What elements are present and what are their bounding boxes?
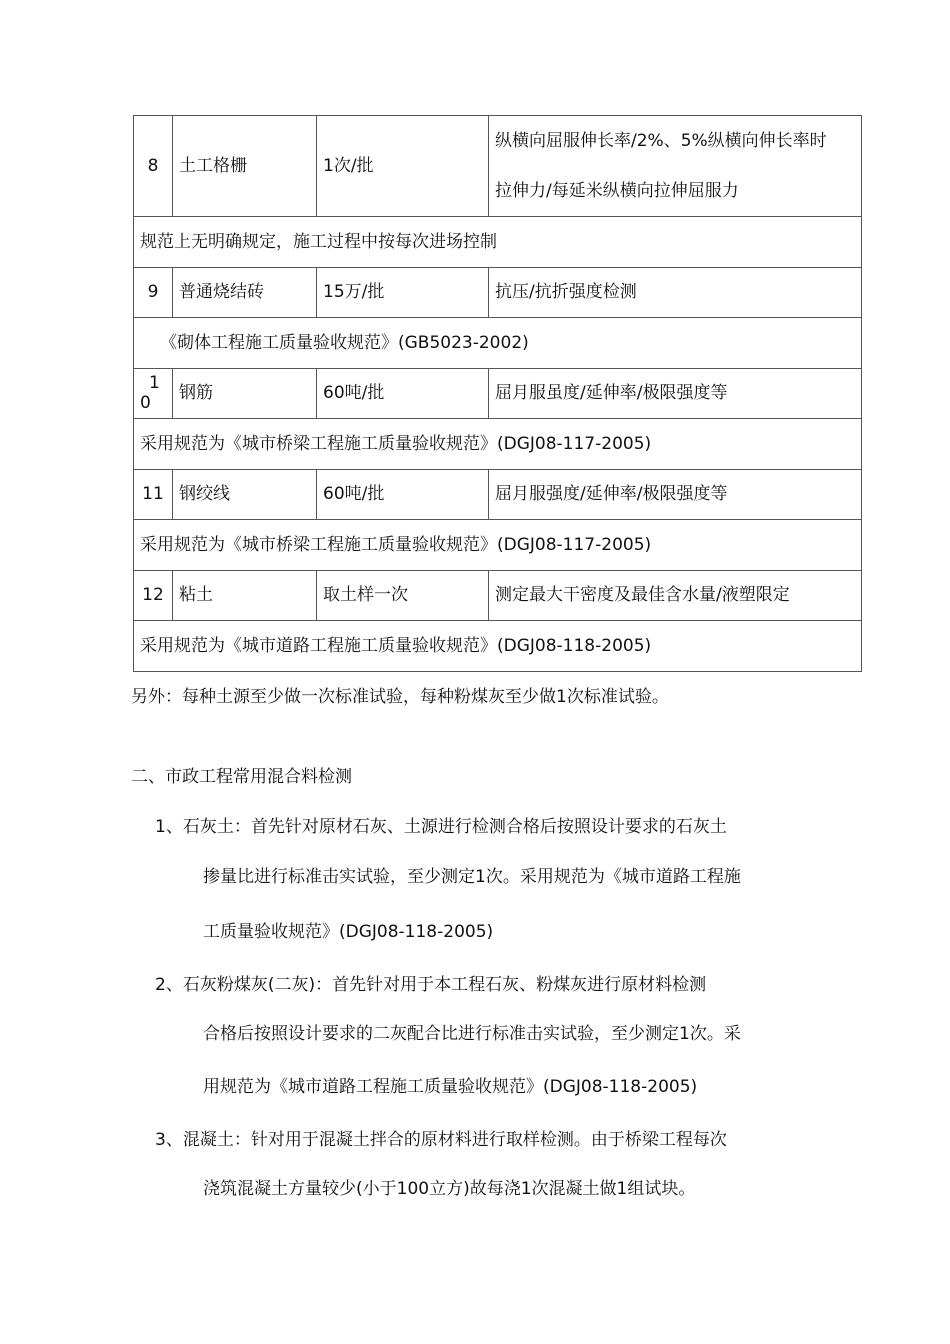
test-items: 屈月服虽度/延伸率/极限强度等: [489, 369, 862, 419]
sampling-frequency: 15万/批: [317, 268, 489, 318]
table-row: [134, 116, 862, 217]
table-note-row: [134, 520, 862, 571]
table-note-row: [134, 419, 862, 470]
table-row: [134, 369, 862, 419]
table-note-row: [134, 318, 862, 369]
material-name: 钢绞线: [173, 470, 317, 520]
list-item-line: 用规范为《城市道路工程施工质量验收规范》(DGJ08-118-2005): [203, 1077, 698, 1097]
spec-note: 采用规范为《城市桥梁工程施工质量验收规范》(DGJ08-117-2005): [134, 520, 862, 571]
test-items: 测定最大干密度及最佳含水量/液塑限定: [489, 571, 862, 621]
row-number: 12: [134, 571, 173, 621]
spec-note: 规范上无明确规定，施工过程中按每次进场控制: [134, 217, 862, 268]
table-note-row: [134, 217, 862, 268]
list-item-line: 掺量比进行标准击实试验，至少测定1次。采用规范为《城市道路工程施: [203, 867, 741, 887]
row-number: 9: [134, 268, 173, 318]
test-items: [489, 116, 862, 217]
test-items-line: 拉伸力/每延米纵横向拉伸屈服力: [495, 181, 739, 201]
material-name: 普通烧结砖: [173, 268, 317, 318]
test-items: 屈月服强度/延伸率/极限强度等: [489, 470, 862, 520]
list-item-line: 2、石灰粉煤灰(二灰)：首先针对用于本工程石灰、粉煤灰进行原材料检测: [155, 975, 707, 995]
table-row: [134, 268, 862, 318]
additional-note: 另外：每种土源至少做一次标准试验，每种粉煤灰至少做1次标准试验。: [131, 687, 669, 707]
spec-note: 《砌体工程施工质量验收规范》(GB5023-2002): [134, 318, 862, 369]
table-note-row: [134, 621, 862, 672]
test-items-line: 纵横向屈服伸长率/2%、5%纵横向伸长率时: [495, 131, 827, 151]
material-name: 钢筋: [173, 369, 317, 419]
table-row: [134, 571, 862, 621]
list-item-line: 浇筑混凝土方量较少(小于100立方)故每浇1次混凝土做1组试块。: [203, 1179, 696, 1199]
material-name: 粘土: [173, 571, 317, 621]
sampling-frequency: 60吨/批: [317, 470, 489, 520]
row-number-top: 1: [149, 372, 160, 393]
sampling-frequency: 60吨/批: [317, 369, 489, 419]
row-number: [134, 369, 173, 419]
spec-note: 采用规范为《城市桥梁工程施工质量验收规范》(DGJ08-117-2005): [134, 419, 862, 470]
table-row: [134, 470, 862, 520]
list-item-line: 1、石灰土：首先针对原材石灰、土源进行检测合格后按照设计要求的石灰土: [155, 817, 727, 837]
spec-note: 采用规范为《城市道路工程施工质量验收规范》(DGJ08-118-2005): [134, 621, 862, 672]
row-number: 8: [134, 116, 173, 217]
row-number: 11: [134, 470, 173, 520]
list-item-line: 合格后按照设计要求的二灰配合比进行标准击实试验，至少测定1次。采: [203, 1024, 741, 1044]
list-item-line: 3、混凝土：针对用于混凝土拌合的原材料进行取样检测。由于桥梁工程每次: [155, 1130, 727, 1150]
test-items: 抗压/抗折强度检测: [489, 268, 862, 318]
row-number-bottom: 0: [140, 392, 151, 413]
material-name: 土工格栅: [173, 116, 317, 217]
material-test-table: [133, 115, 862, 672]
section-heading: 二、市政工程常用混合料检测: [131, 767, 352, 787]
list-item-line: 工质量验收规范》(DGJ08-118-2005): [203, 922, 494, 942]
sampling-frequency: 1次/批: [317, 116, 489, 217]
sampling-frequency: 取土样一次: [317, 571, 489, 621]
